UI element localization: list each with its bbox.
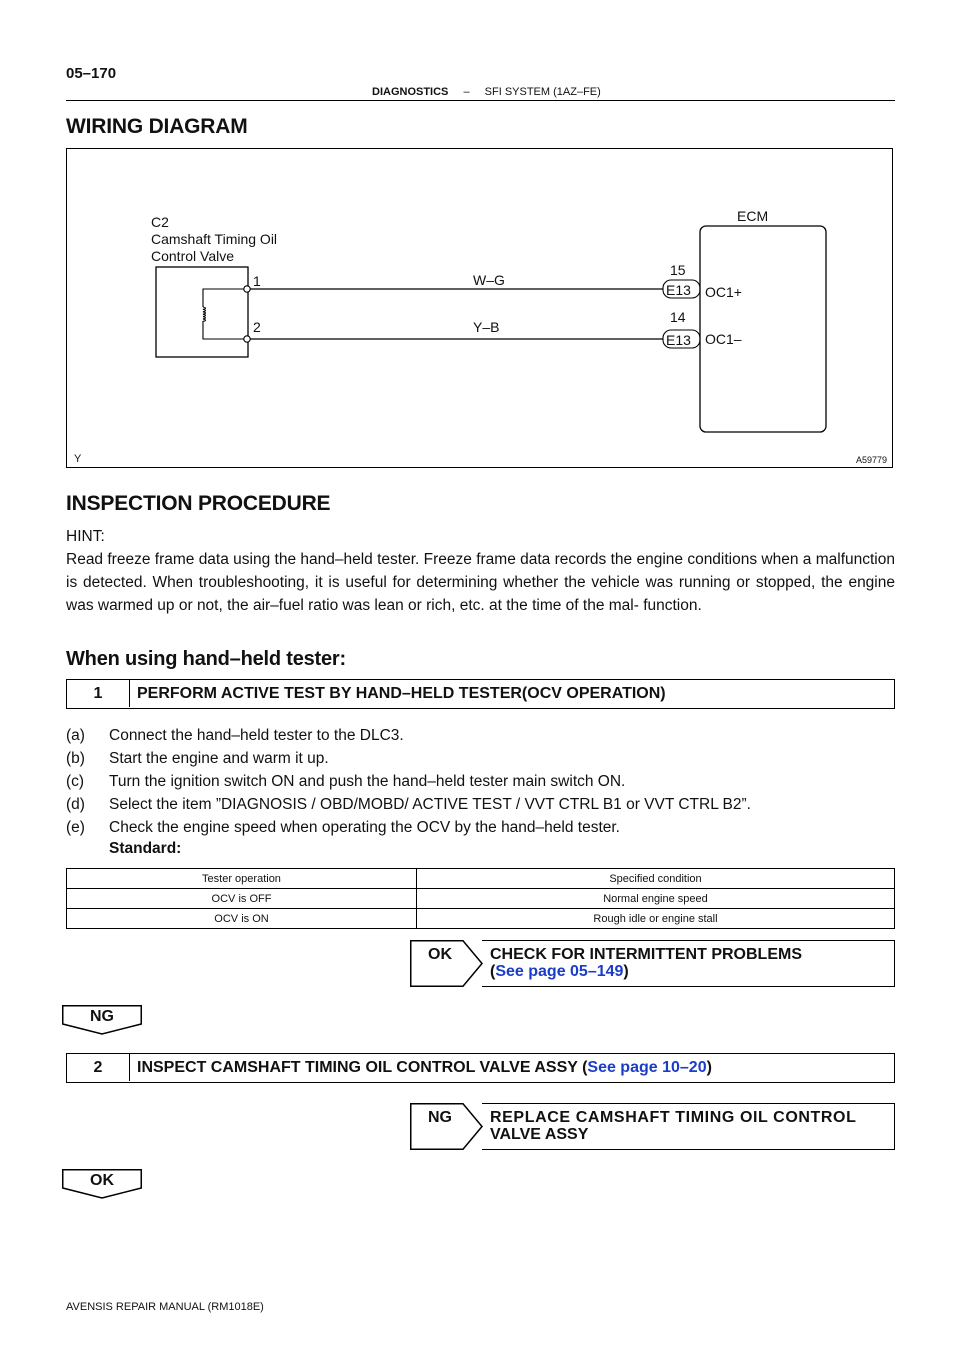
step-1-bar: [66, 679, 895, 709]
item-text: Check the engine speed when operating the OCV by the hand–held tester.: [109, 819, 620, 836]
ng-action-line2: VALVE ASSY: [490, 1126, 589, 1143]
ok-action-line1: CHECK FOR INTERMITTENT PROBLEMS: [490, 946, 802, 963]
item-letter: (b): [66, 750, 85, 767]
step-1-item-e: [66, 818, 620, 838]
ok-action-line2: [490, 963, 894, 980]
wire-1-color: W–G: [473, 272, 505, 288]
ocv-component-box: [156, 267, 248, 357]
figure-id: A59779: [856, 455, 888, 465]
pin-2-label: 2: [253, 319, 261, 335]
step-1-item-c: [66, 772, 625, 792]
step-2-title-text: INSPECT CAMSHAFT TIMING OIL CONTROL VALVE ASSY (: [137, 1059, 588, 1076]
ok-flow-tab: [62, 1169, 142, 1199]
hint-label: HINT:: [66, 528, 105, 545]
coil-icon: [203, 307, 206, 321]
ecm-terminal-oc1-plus: OC1+: [705, 284, 742, 300]
header-rule: [66, 100, 895, 101]
table-header-row: [67, 869, 895, 889]
item-letter: (a): [66, 727, 85, 744]
table-cell: Normal engine speed: [417, 889, 895, 909]
paren-open: (: [490, 963, 496, 980]
wire-2-color: Y–B: [473, 319, 500, 335]
ng-code: NG: [428, 1109, 452, 1126]
step-2-bar: [66, 1053, 895, 1083]
component-name-line2: Control Valve: [151, 248, 235, 264]
step-2-ng-result: [410, 1103, 895, 1150]
wiring-diagram: [66, 148, 893, 468]
component-name-line1: Camshaft Timing Oil: [151, 231, 278, 247]
item-letter: (c): [66, 773, 85, 790]
see-page-05-149-link[interactable]: See page 05–149: [495, 963, 624, 980]
inspection-procedure-heading: INSPECTION PROCEDURE: [66, 492, 331, 515]
item-letter: (d): [66, 796, 85, 813]
item-text: Select the item ”DIAGNOSIS / OBD/MOBD/ ACTIVE TEST / VVT CTRL B1 or VVT CTRL B2”.: [109, 796, 751, 813]
ng-action-line1: REPLACE CAMSHAFT TIMING OIL CONTROL: [490, 1109, 857, 1126]
ecm-label: ECM: [737, 208, 769, 224]
page-number: 05–170: [66, 65, 117, 82]
table-cell: OCV is OFF: [67, 889, 417, 909]
table-header: Specified condition: [417, 869, 895, 889]
ng-flow-tab: [62, 1005, 142, 1035]
header-section-name: DIAGNOSTICS: [372, 86, 449, 98]
item-text: Start the engine and warm it up.: [109, 750, 329, 767]
standard-table: [66, 868, 895, 929]
corner-mark: Y: [74, 453, 82, 465]
wiring-diagram-heading: WIRING DIAGRAM: [66, 115, 248, 138]
ok-flow-tab-label: OK: [90, 1172, 114, 1189]
wiring-diagram-drawing: [67, 149, 894, 469]
coil-lead-bottom: [203, 321, 247, 339]
table-cell: Rough idle or engine stall: [417, 909, 895, 929]
pin-1-label: 1: [253, 273, 261, 289]
step-2-title: [137, 1054, 712, 1081]
step-1-item-d: [66, 795, 751, 815]
paren-close: ): [623, 963, 629, 980]
ng-action-box: [482, 1103, 895, 1150]
ng-flow-tab-label: NG: [90, 1008, 114, 1025]
ok-code: OK: [428, 946, 452, 963]
step-1-item-b: [66, 749, 329, 769]
ecm-terminal-oc1-minus: OC1–: [705, 331, 742, 347]
step-2-number: 2: [67, 1054, 130, 1081]
ecm-pin-15: 15: [670, 262, 686, 278]
paren-close: ): [706, 1059, 712, 1076]
table-header: Tester operation: [67, 869, 417, 889]
ecm-pin-14: 14: [670, 309, 686, 325]
header-subsection: SFI SYSTEM (1AZ–FE): [484, 86, 601, 98]
step-1-number: 1: [67, 680, 130, 707]
hand-held-subheading: When using hand–held tester:: [66, 648, 346, 670]
item-letter: (e): [66, 819, 85, 836]
see-page-10-20-link[interactable]: See page 10–20: [587, 1059, 707, 1076]
hint-text: Read freeze frame data using the hand–held tester. Freeze frame data records the engine conditions when a malfunction is detected. When troubleshooting, it is useful for determining whether the vehicle was running or stopped, the engine was warmed up or not, the air–fuel ratio was lean or rich, etc. at the time of the mal- function.: [66, 551, 895, 614]
ok-action-box: [482, 940, 895, 987]
step-1-item-a: [66, 726, 404, 746]
table-row: [67, 889, 895, 909]
component-code: C2: [151, 214, 169, 230]
table-cell: OCV is ON: [67, 909, 417, 929]
ecm-connector-2-label: E13: [666, 332, 691, 348]
coil-lead-top: [203, 289, 247, 307]
step-1-title: PERFORM ACTIVE TEST BY HAND–HELD TESTER(OCV OPERATION): [137, 685, 666, 702]
terminal-1: [244, 286, 250, 292]
footer-manual: AVENSIS REPAIR MANUAL (RM1018E): [66, 1301, 264, 1313]
table-row: [67, 909, 895, 929]
ecm-box: [700, 226, 826, 432]
ecm-connector-1-label: E13: [666, 282, 691, 298]
item-text: Turn the ignition switch ON and push the hand–held tester main switch ON.: [109, 773, 626, 790]
item-text: Connect the hand–held tester to the DLC3.: [109, 727, 404, 744]
step-1-ok-result: [410, 940, 895, 987]
terminal-2: [244, 336, 250, 342]
header-section: [372, 86, 601, 98]
header-separator: –: [463, 86, 470, 98]
standard-label: Standard:: [109, 840, 182, 857]
